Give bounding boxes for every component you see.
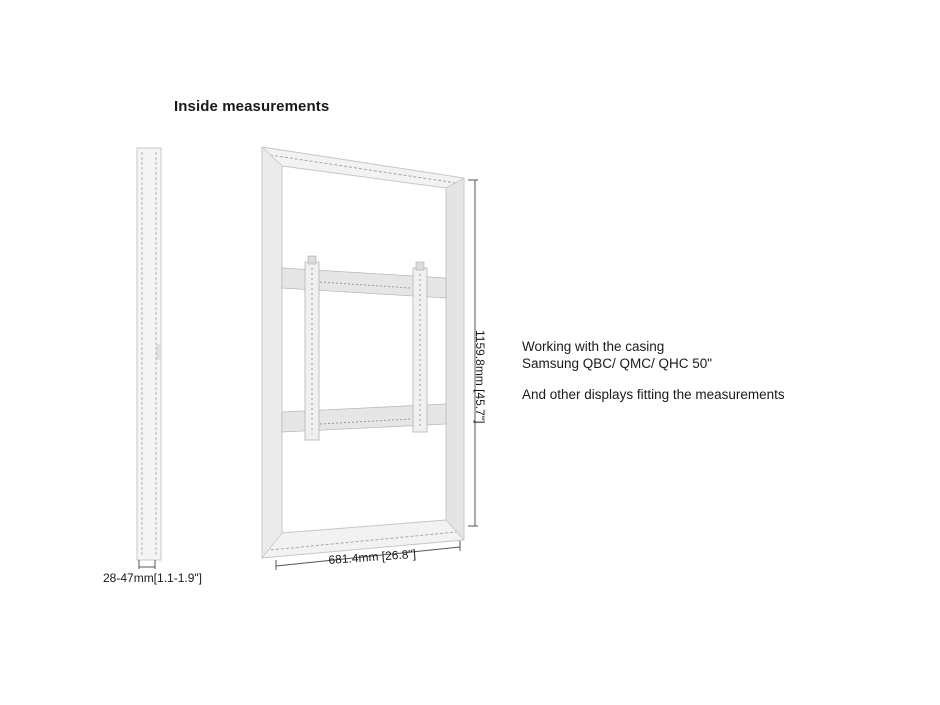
width-dimension-label: 681.4mm [26.8"] bbox=[328, 546, 417, 567]
frame bbox=[262, 147, 464, 558]
diagram-title: Inside measurements bbox=[174, 98, 330, 115]
description-line-2: Samsung QBC/ QMC/ QHC 50" bbox=[522, 356, 713, 371]
compatibility-description bbox=[522, 338, 785, 403]
description-line-3: And other displays fitting the measurements bbox=[522, 387, 785, 402]
height-dimension-label: 1159.8mm [45.7"] bbox=[473, 330, 487, 424]
right-vertical-arm bbox=[413, 262, 427, 432]
description-line-1: Working with the casing bbox=[522, 339, 665, 354]
depth-dimension-line bbox=[139, 560, 155, 569]
side-profile bbox=[137, 148, 161, 560]
depth-dimension-label: 28-47mm[1.1-1.9"] bbox=[103, 571, 202, 585]
left-vertical-arm bbox=[305, 256, 319, 440]
